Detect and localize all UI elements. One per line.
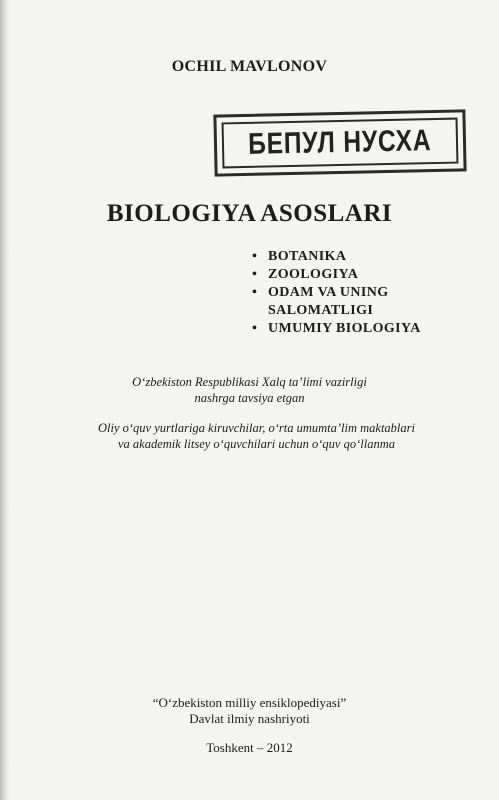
publisher-type: Davlat ilmiy nashriyoti <box>189 711 310 726</box>
topic-label: ODAM VA UNING SALOMATLIGI <box>268 285 389 318</box>
topic-item <box>252 248 421 266</box>
audience-line: va akademik litsey o‘quvchilari uchun o‘quv qo‘llanma <box>117 437 395 451</box>
book-title: BIOLOGIYA ASOSLARI <box>106 200 393 227</box>
topics-list <box>252 248 421 338</box>
topic-label: UMUMIY BIOLOGIYA <box>268 321 421 336</box>
bullet-icon: • <box>252 249 258 264</box>
ministry-approval <box>0 374 499 406</box>
topic-item <box>252 320 421 338</box>
place-and-year: Toshkent – 2012 <box>206 740 293 755</box>
stamp-inner-border <box>222 118 459 169</box>
bullet-icon: • <box>252 321 258 336</box>
approval-line: O‘zbekiston Respublikasi Xalq ta’limi vazirligi <box>132 375 367 389</box>
publisher-name: “O‘zbekiston milliy ensiklopediyasi” <box>152 695 347 710</box>
topic-item <box>252 284 421 320</box>
free-copy-stamp <box>213 109 466 176</box>
stamp-text: БЕПУЛ НУСХА <box>247 124 432 161</box>
topic-item <box>252 266 421 284</box>
approval-line: nashrga tavsiya etgan <box>194 391 305 405</box>
bullet-icon: • <box>252 285 258 300</box>
audience-line: Oliy o‘quv yurtlariga kiruvchilar, o‘rta umumta’lim maktablari <box>98 421 415 435</box>
bullet-icon: • <box>252 267 258 282</box>
audience-note <box>14 420 499 452</box>
author-name: OCHIL MAVLONOV <box>171 58 328 75</box>
topic-label: BOTANIKA <box>268 249 347 264</box>
publisher-block <box>0 695 499 727</box>
topic-label: ZOOLOGIYA <box>268 267 359 282</box>
